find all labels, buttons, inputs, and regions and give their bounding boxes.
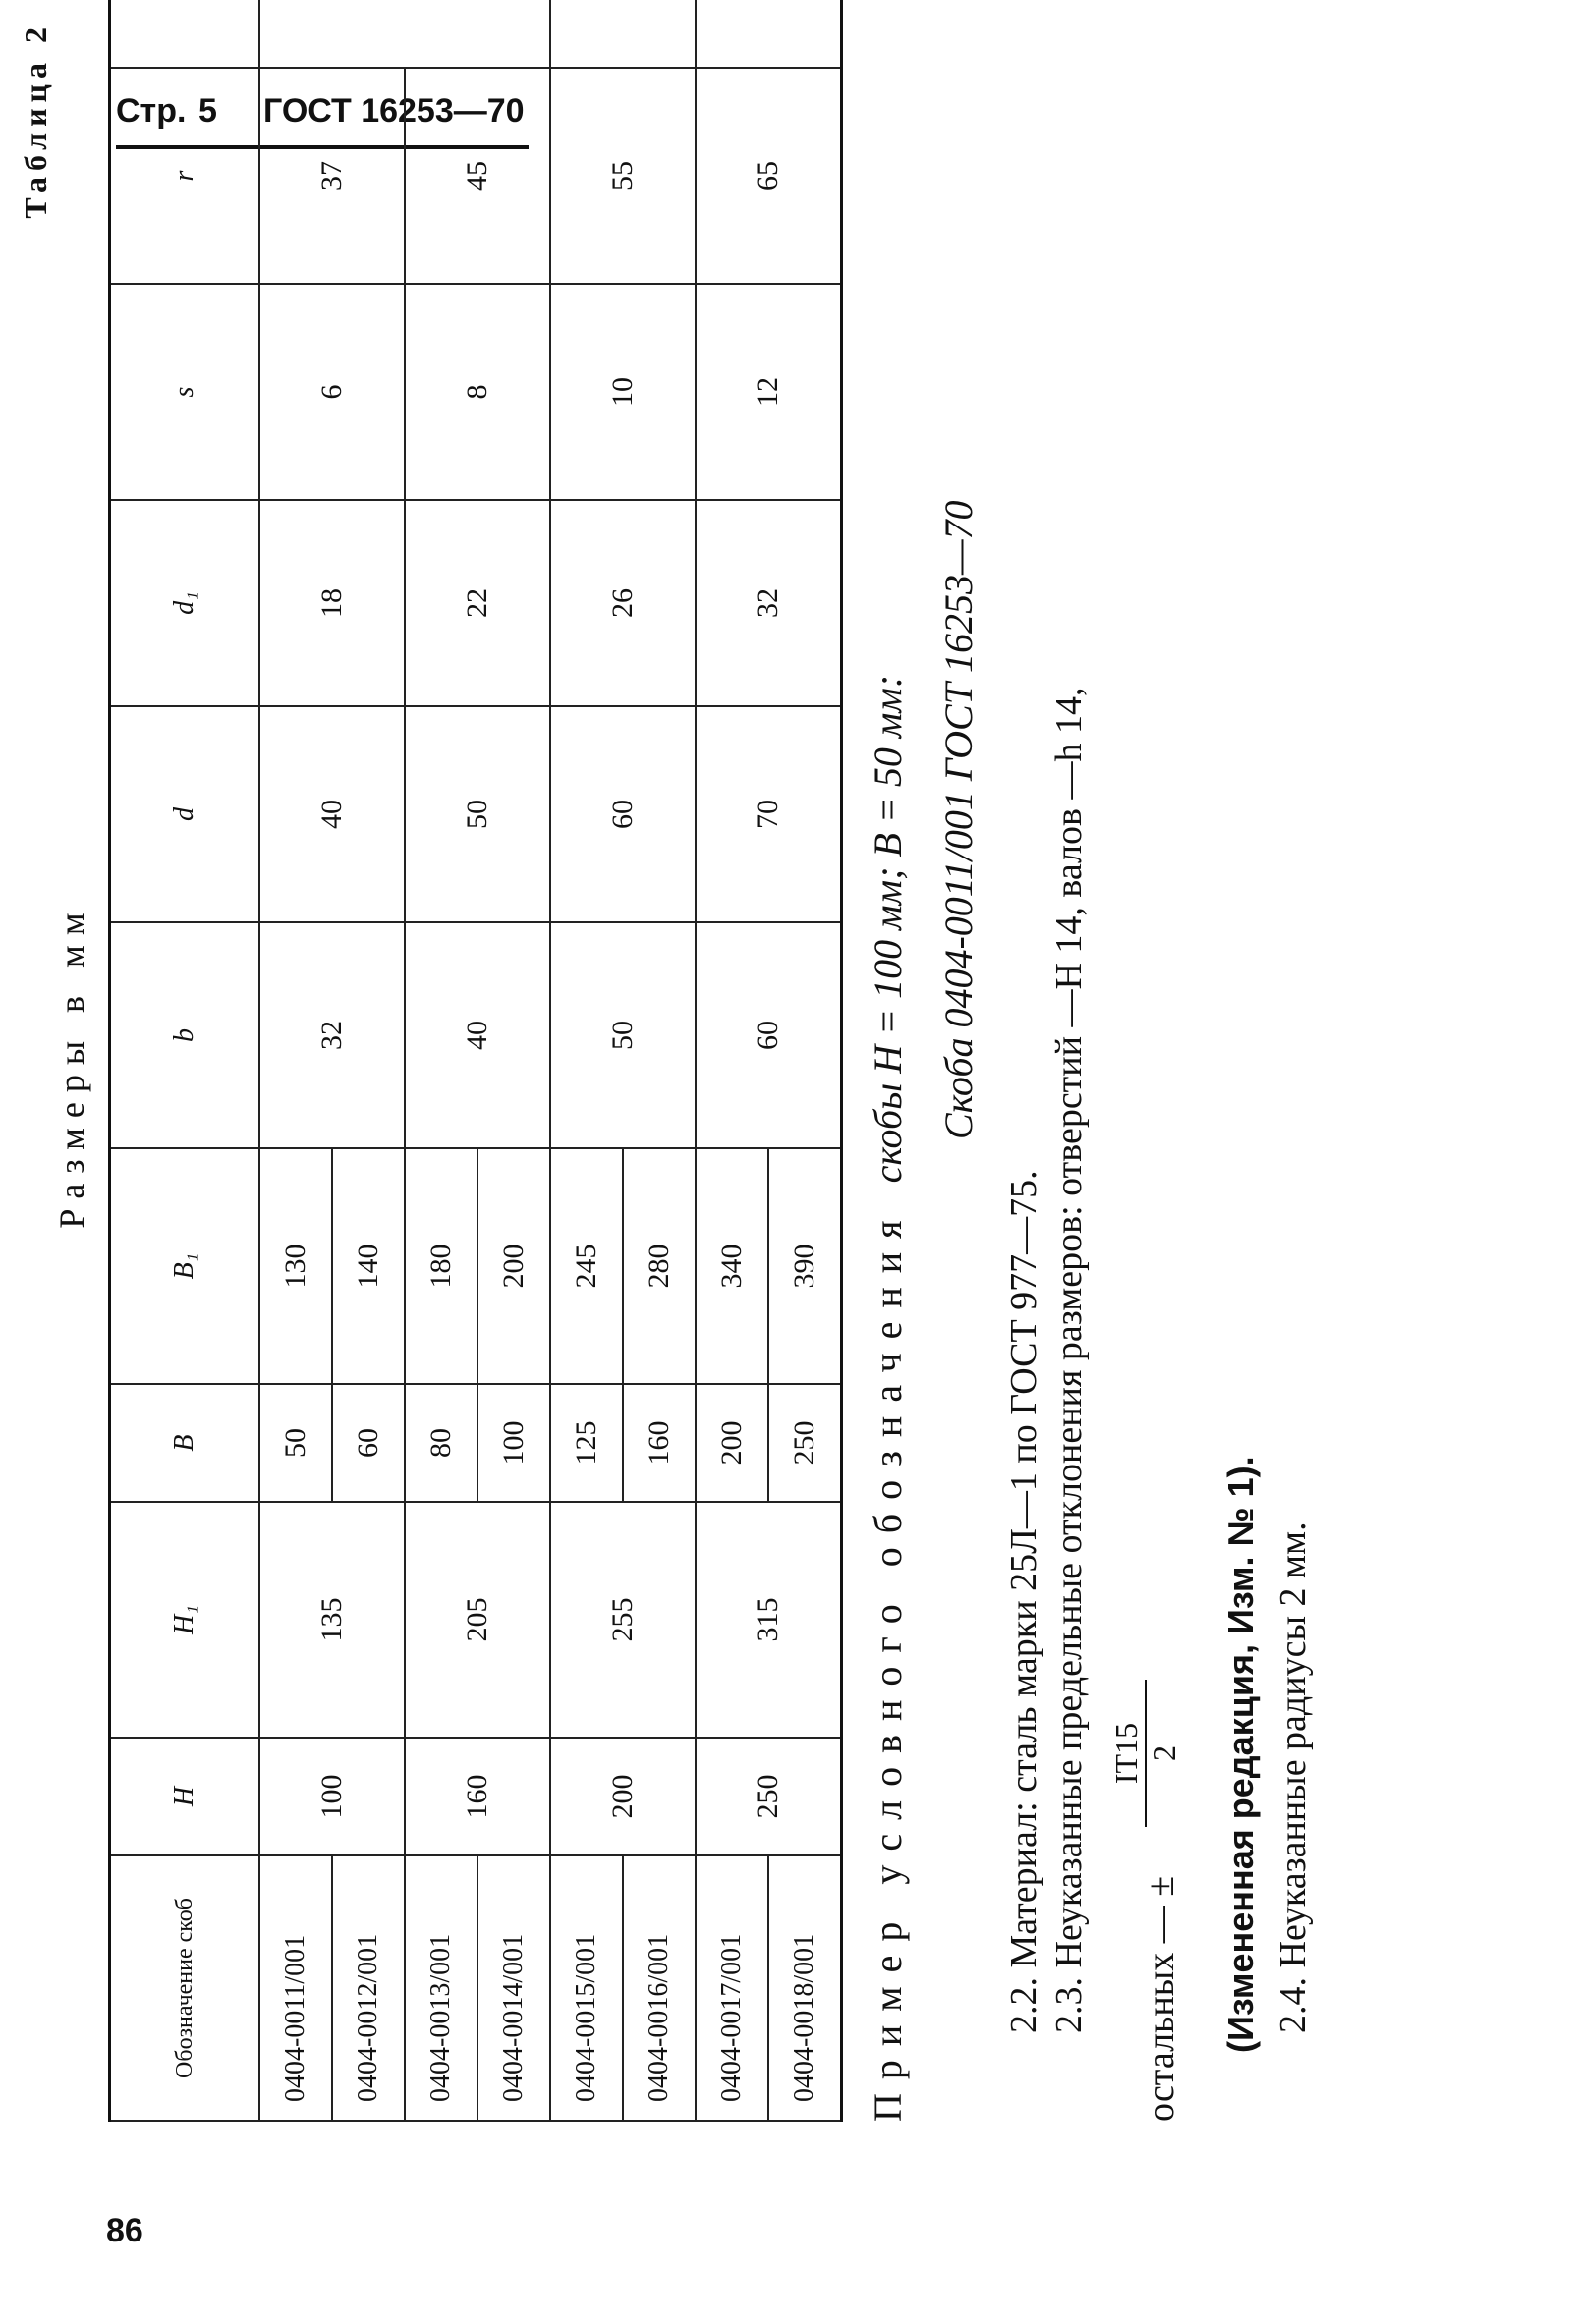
cell-d: 60 <box>550 706 696 922</box>
cell-H: 200 <box>550 1738 696 1855</box>
standard-code: ГОСТ 16253—70 <box>263 92 525 130</box>
col-header: s <box>110 284 260 500</box>
col-header: B₁ <box>110 1148 260 1384</box>
cell-B1: 200 <box>477 1148 550 1384</box>
cell-r1 <box>259 0 550 68</box>
cell-r: 37 <box>259 68 405 284</box>
cell-B: 160 <box>623 1384 696 1502</box>
dimensions-note: Размеры в мм <box>52 903 91 1229</box>
cell-H1: 205 <box>405 1502 550 1738</box>
frac-numerator: IT15 <box>1108 1680 1147 1827</box>
row-code: 0404-0012/001 <box>332 1855 405 2121</box>
para-2-3: 2.3. Неуказанные предельные отклонения размеров: отверстий —H 14, валов —h 14, <box>1048 687 1090 2033</box>
table-caption: Таблица 2 <box>18 22 53 219</box>
cell-d1: 32 <box>696 500 842 706</box>
cell-B1: 245 <box>550 1148 623 1384</box>
cell-r1 <box>696 0 842 68</box>
page-label: Стр. <box>116 92 187 130</box>
para-2-3-cont: остальных — ± <box>1141 1875 1182 2122</box>
dimensions-table <box>108 0 843 2122</box>
page-number: 86 <box>106 2212 143 2249</box>
para-2-2: 2.2. Материал: сталь марки 25Л—1 по ГОСТ 977—75. <box>1003 1170 1044 2033</box>
example-line <box>865 675 911 2122</box>
cell-s: 12 <box>696 284 842 500</box>
cell-s: 8 <box>405 284 550 500</box>
cell-H: 100 <box>259 1738 405 1855</box>
tolerance-fraction <box>1108 1680 1183 1827</box>
table-row <box>259 0 332 2121</box>
cell-B1: 130 <box>259 1148 332 1384</box>
col-header <box>110 0 260 68</box>
cell-B: 50 <box>259 1384 332 1502</box>
cell-r: 55 <box>550 68 696 284</box>
cell-d: 70 <box>696 706 842 922</box>
col-header: Обозначение скоб <box>110 1855 260 2121</box>
example-text: скобы H = 100 мм; B = 50 мм: <box>866 674 910 1184</box>
row-code: 0404-0018/001 <box>768 1855 842 2121</box>
cell-B: 80 <box>405 1384 477 1502</box>
cell-r: 45 <box>405 68 550 284</box>
cell-b: 40 <box>405 922 550 1148</box>
row-code: 0404-0017/001 <box>696 1855 768 2121</box>
cell-B1: 180 <box>405 1148 477 1384</box>
row-code: 0404-0011/001 <box>259 1855 332 2121</box>
cell-b: 50 <box>550 922 696 1148</box>
table-row <box>550 0 623 2121</box>
cell-d1: 26 <box>550 500 696 706</box>
cell-B: 200 <box>696 1384 768 1502</box>
cell-r1 <box>550 0 696 68</box>
cell-d1: 22 <box>405 500 550 706</box>
cell-B: 60 <box>332 1384 405 1502</box>
cell-H1: 135 <box>259 1502 405 1738</box>
cell-H: 160 <box>405 1738 550 1855</box>
cell-B: 125 <box>550 1384 623 1502</box>
cell-b: 60 <box>696 922 842 1148</box>
cell-d1: 18 <box>259 500 405 706</box>
row-code: 0404-0013/001 <box>405 1855 477 2121</box>
para-2-4: 2.4. Неуказанные радиусы 2 мм. <box>1272 1522 1314 2033</box>
cell-s: 10 <box>550 284 696 500</box>
cell-H: 250 <box>696 1738 842 1855</box>
row-code: 0404-0016/001 <box>623 1855 696 2121</box>
cell-H1: 255 <box>550 1502 696 1738</box>
rotated-content <box>10 10 1395 2122</box>
cell-B1: 390 <box>768 1148 842 1384</box>
row-code: 0404-0015/001 <box>550 1855 623 2121</box>
cell-d: 50 <box>405 706 550 922</box>
table-row <box>405 0 477 2121</box>
example-designation: Скоба 0404-0011/001 ГОСТ 16253—70 <box>936 500 981 1139</box>
row-code: 0404-0014/001 <box>477 1855 550 2121</box>
col-header: H <box>110 1738 260 1855</box>
page-no: 5 <box>198 92 217 130</box>
cell-B: 100 <box>477 1384 550 1502</box>
col-header: B <box>110 1384 260 1502</box>
cell-b: 32 <box>259 922 405 1148</box>
col-header: r <box>110 68 260 284</box>
cell-B1: 340 <box>696 1148 768 1384</box>
amendment-note: (Измененная редакция, Изм. № 1). <box>1220 1456 1261 2053</box>
col-header: b <box>110 922 260 1148</box>
frac-denominator: 2 <box>1147 1745 1182 1761</box>
cell-B1: 280 <box>623 1148 696 1384</box>
cell-d: 40 <box>259 706 405 922</box>
example-lead: Пример условного обозначения <box>866 1206 910 2122</box>
col-header: d <box>110 706 260 922</box>
cell-s: 6 <box>259 284 405 500</box>
col-header: d₁ <box>110 500 260 706</box>
table-row <box>696 0 768 2121</box>
cell-B: 250 <box>768 1384 842 1502</box>
cell-r: 65 <box>696 68 842 284</box>
cell-B1: 140 <box>332 1148 405 1384</box>
col-header: H₁ <box>110 1502 260 1738</box>
cell-H1: 315 <box>696 1502 842 1738</box>
